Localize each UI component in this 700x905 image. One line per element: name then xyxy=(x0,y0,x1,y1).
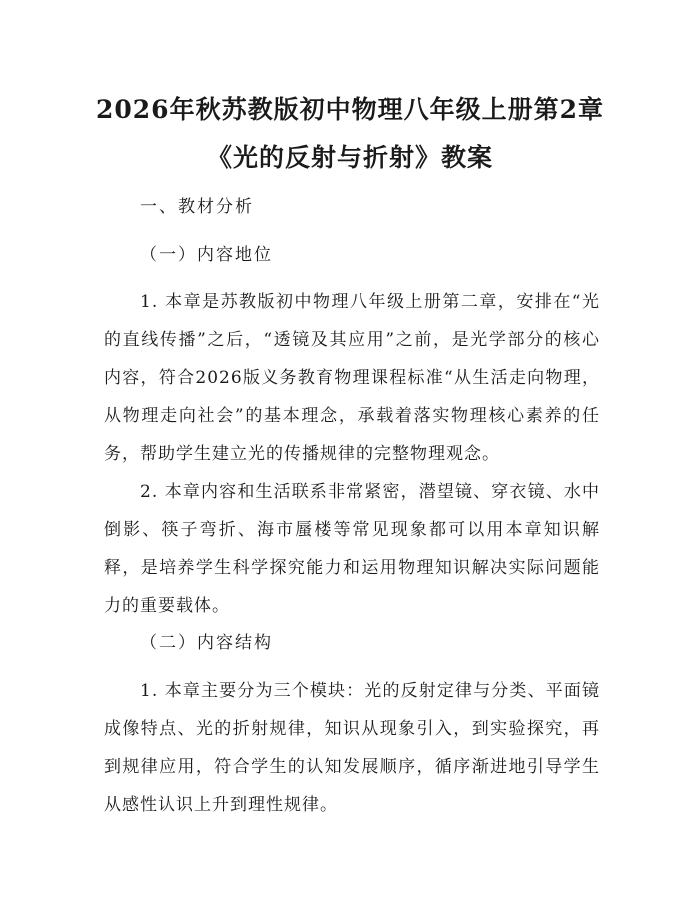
subsection-heading-content-position: （一）内容地位 xyxy=(140,245,273,265)
paragraph-content-structure-1: 1. 本章主要分为三个模块：光的反射定律与分类、平面镜成像特点、光的折射规律，知识从现象引入，到实验探究，再到规律应用，符合学生的认知发展顺序，循序渐进地引导学生从感性认识上升到理性规律。 xyxy=(104,681,600,815)
document-title-line2: 《光的反射与折射》教案 xyxy=(206,143,493,172)
paragraph-content-position-2: 2. 本章内容和生活联系非常紧密，潜望镜、穿衣镜、水中倒影、筷子弯折、海市蜃楼等常见现象都可以用本章知识解释，是培养学生科学探究能力和运用物理知识解决实际问题能力的重要载体。 xyxy=(104,482,600,616)
section-heading-textbook-analysis: 一、教材分析 xyxy=(140,197,254,217)
subsection-heading-content-structure: （二）内容结构 xyxy=(140,633,273,653)
document-title-line1: 2026年秋苏教版初中物理八年级上册第2章 xyxy=(96,95,604,124)
paragraph-content-position-1: 1. 本章是苏教版初中物理八年级上册第二章，安排在“光的直线传播”之后，“透镜及其应用”之前，是光学部分的核心内容，符合2026版义务教育物理课程标准“从生活走向物理，从物理走向社会”的基本理念，承载着落实物理核心素养的任务，帮助学生建立光的传播规律的完整物理观念。 xyxy=(104,292,600,464)
